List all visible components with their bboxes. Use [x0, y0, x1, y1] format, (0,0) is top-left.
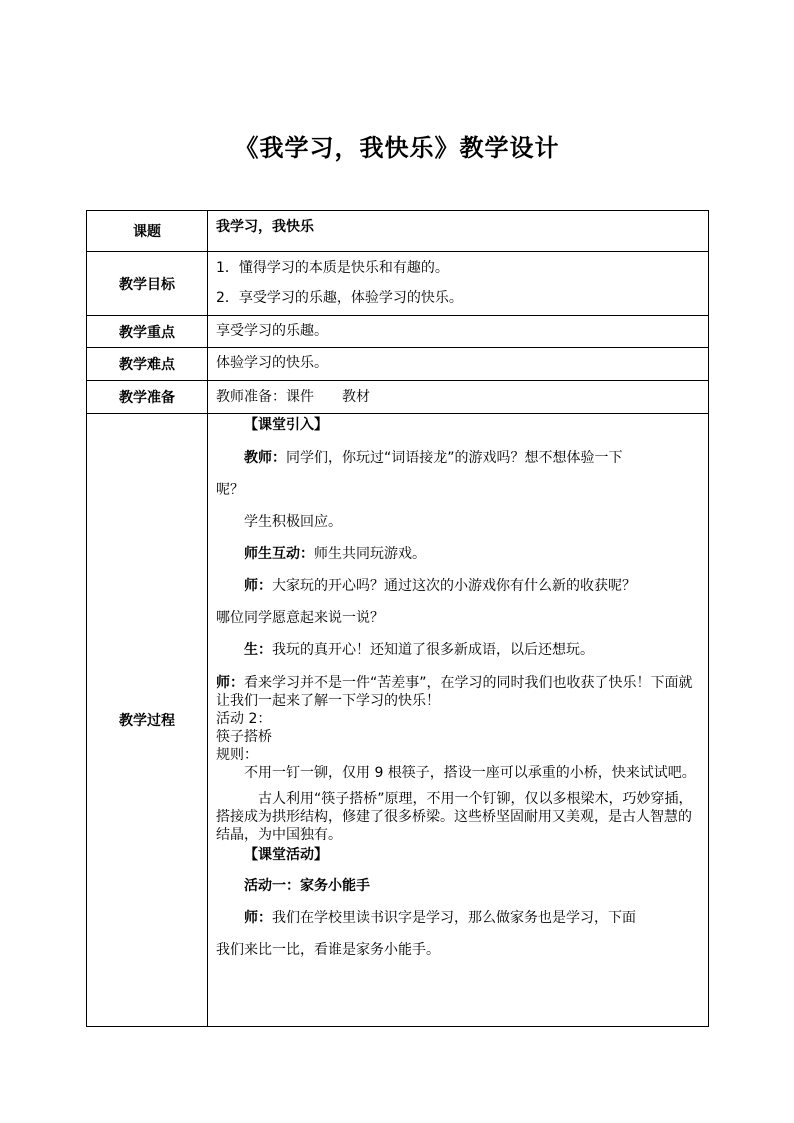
process-paragraph-cont: 我们来比一比，看谁是家务小能手。	[216, 942, 440, 958]
paragraph-text: 我玩的真开心！还知道了很多新成语，以后还想玩。	[272, 642, 594, 658]
difficulty-text: 体验学习的快乐。	[216, 355, 328, 371]
process-paragraph	[216, 538, 702, 570]
label-key-point: 教学重点	[87, 316, 208, 348]
activity-label: 活动 2：	[216, 711, 272, 727]
activity-name: 筷子搭桥	[216, 729, 272, 745]
label-process: 教学过程	[87, 414, 208, 1027]
speaker-label: 师：	[216, 675, 244, 691]
label-difficulty: 教学难点	[87, 348, 208, 381]
rules-text: 不用一钉一铆，仅用 9 根筷子，搭设一座可以承重的小桥，快来试试吧。	[244, 765, 696, 781]
speaker-label: 师：	[244, 578, 272, 594]
row-difficulty	[87, 348, 709, 381]
row-process	[87, 414, 709, 1027]
intro-heading: 【课堂引入】	[244, 417, 328, 433]
rules-label: 规则：	[216, 747, 258, 763]
process-paragraph	[216, 674, 702, 710]
ancient-paragraph: 古人利用“筷子搭桥”原理，不用一个钉铆，仅以多根梁木，巧妙穿插，搭接成为拱形结构，修建了很多桥梁。这些桥坚固耐用又美观，是古人智慧的结晶，为中国独有。	[216, 791, 693, 843]
speaker-label: 师：	[244, 910, 272, 926]
process-paragraph	[216, 442, 702, 474]
value-preparation	[208, 381, 709, 414]
speaker-label: 生：	[244, 642, 272, 658]
document-title: 《我学习，我快乐》教学设计	[234, 134, 560, 162]
lesson-plan-table	[86, 210, 709, 1027]
goal-item: 1．懂得学习的本质是快乐和有趣的。	[216, 260, 449, 276]
value-difficulty	[208, 348, 709, 381]
row-preparation	[87, 381, 709, 414]
key-point-text: 享受学习的乐趣。	[216, 323, 328, 339]
value-key-point	[208, 316, 709, 348]
row-key-point	[87, 316, 709, 348]
process-paragraph-cont: 呢？	[216, 482, 244, 498]
label-goals: 教学目标	[87, 252, 208, 316]
label-preparation: 教学准备	[87, 381, 208, 414]
paragraph-text: 我们在学校里读书识字是学习，那么做家务也是学习，下面	[272, 910, 636, 926]
value-topic	[208, 211, 709, 252]
topic-text: 我学习，我快乐	[216, 219, 314, 235]
activity-one-title: 活动一：家务小能手	[244, 878, 370, 894]
value-goals	[208, 252, 709, 316]
paragraph-text: 同学们，你玩过“词语接龙”的游戏吗？想不想体验一下	[286, 450, 623, 466]
preparation-text: 教师准备：课件 教材	[216, 389, 370, 405]
paragraph-text: 大家玩的开心吗？通过这次的小游戏你有什么新的收获呢？	[272, 578, 636, 594]
row-goals	[87, 252, 709, 316]
paragraph-text: 看来学习并不是一件“苦差事”，在学习的同时我们也收获了快乐！下面就让我们一起来了解一下学习的快乐！	[216, 675, 693, 709]
speaker-label: 教师：	[244, 450, 286, 466]
process-paragraph	[216, 570, 702, 602]
process-paragraph	[216, 902, 702, 934]
activity-heading: 【课堂活动】	[244, 847, 328, 863]
value-process	[208, 414, 709, 1027]
process-paragraph	[216, 634, 702, 666]
paragraph-text: 师生共同玩游戏。	[314, 546, 426, 562]
row-topic	[87, 211, 709, 252]
label-topic: 课题	[87, 211, 208, 252]
process-paragraph-cont: 哪位同学愿意起来说一说？	[216, 610, 384, 626]
process-paragraph: 学生积极回应。	[244, 514, 342, 530]
speaker-label: 师生互动：	[244, 546, 314, 562]
goal-item: 2．享受学习的乐趣，体验学习的快乐。	[216, 290, 463, 306]
